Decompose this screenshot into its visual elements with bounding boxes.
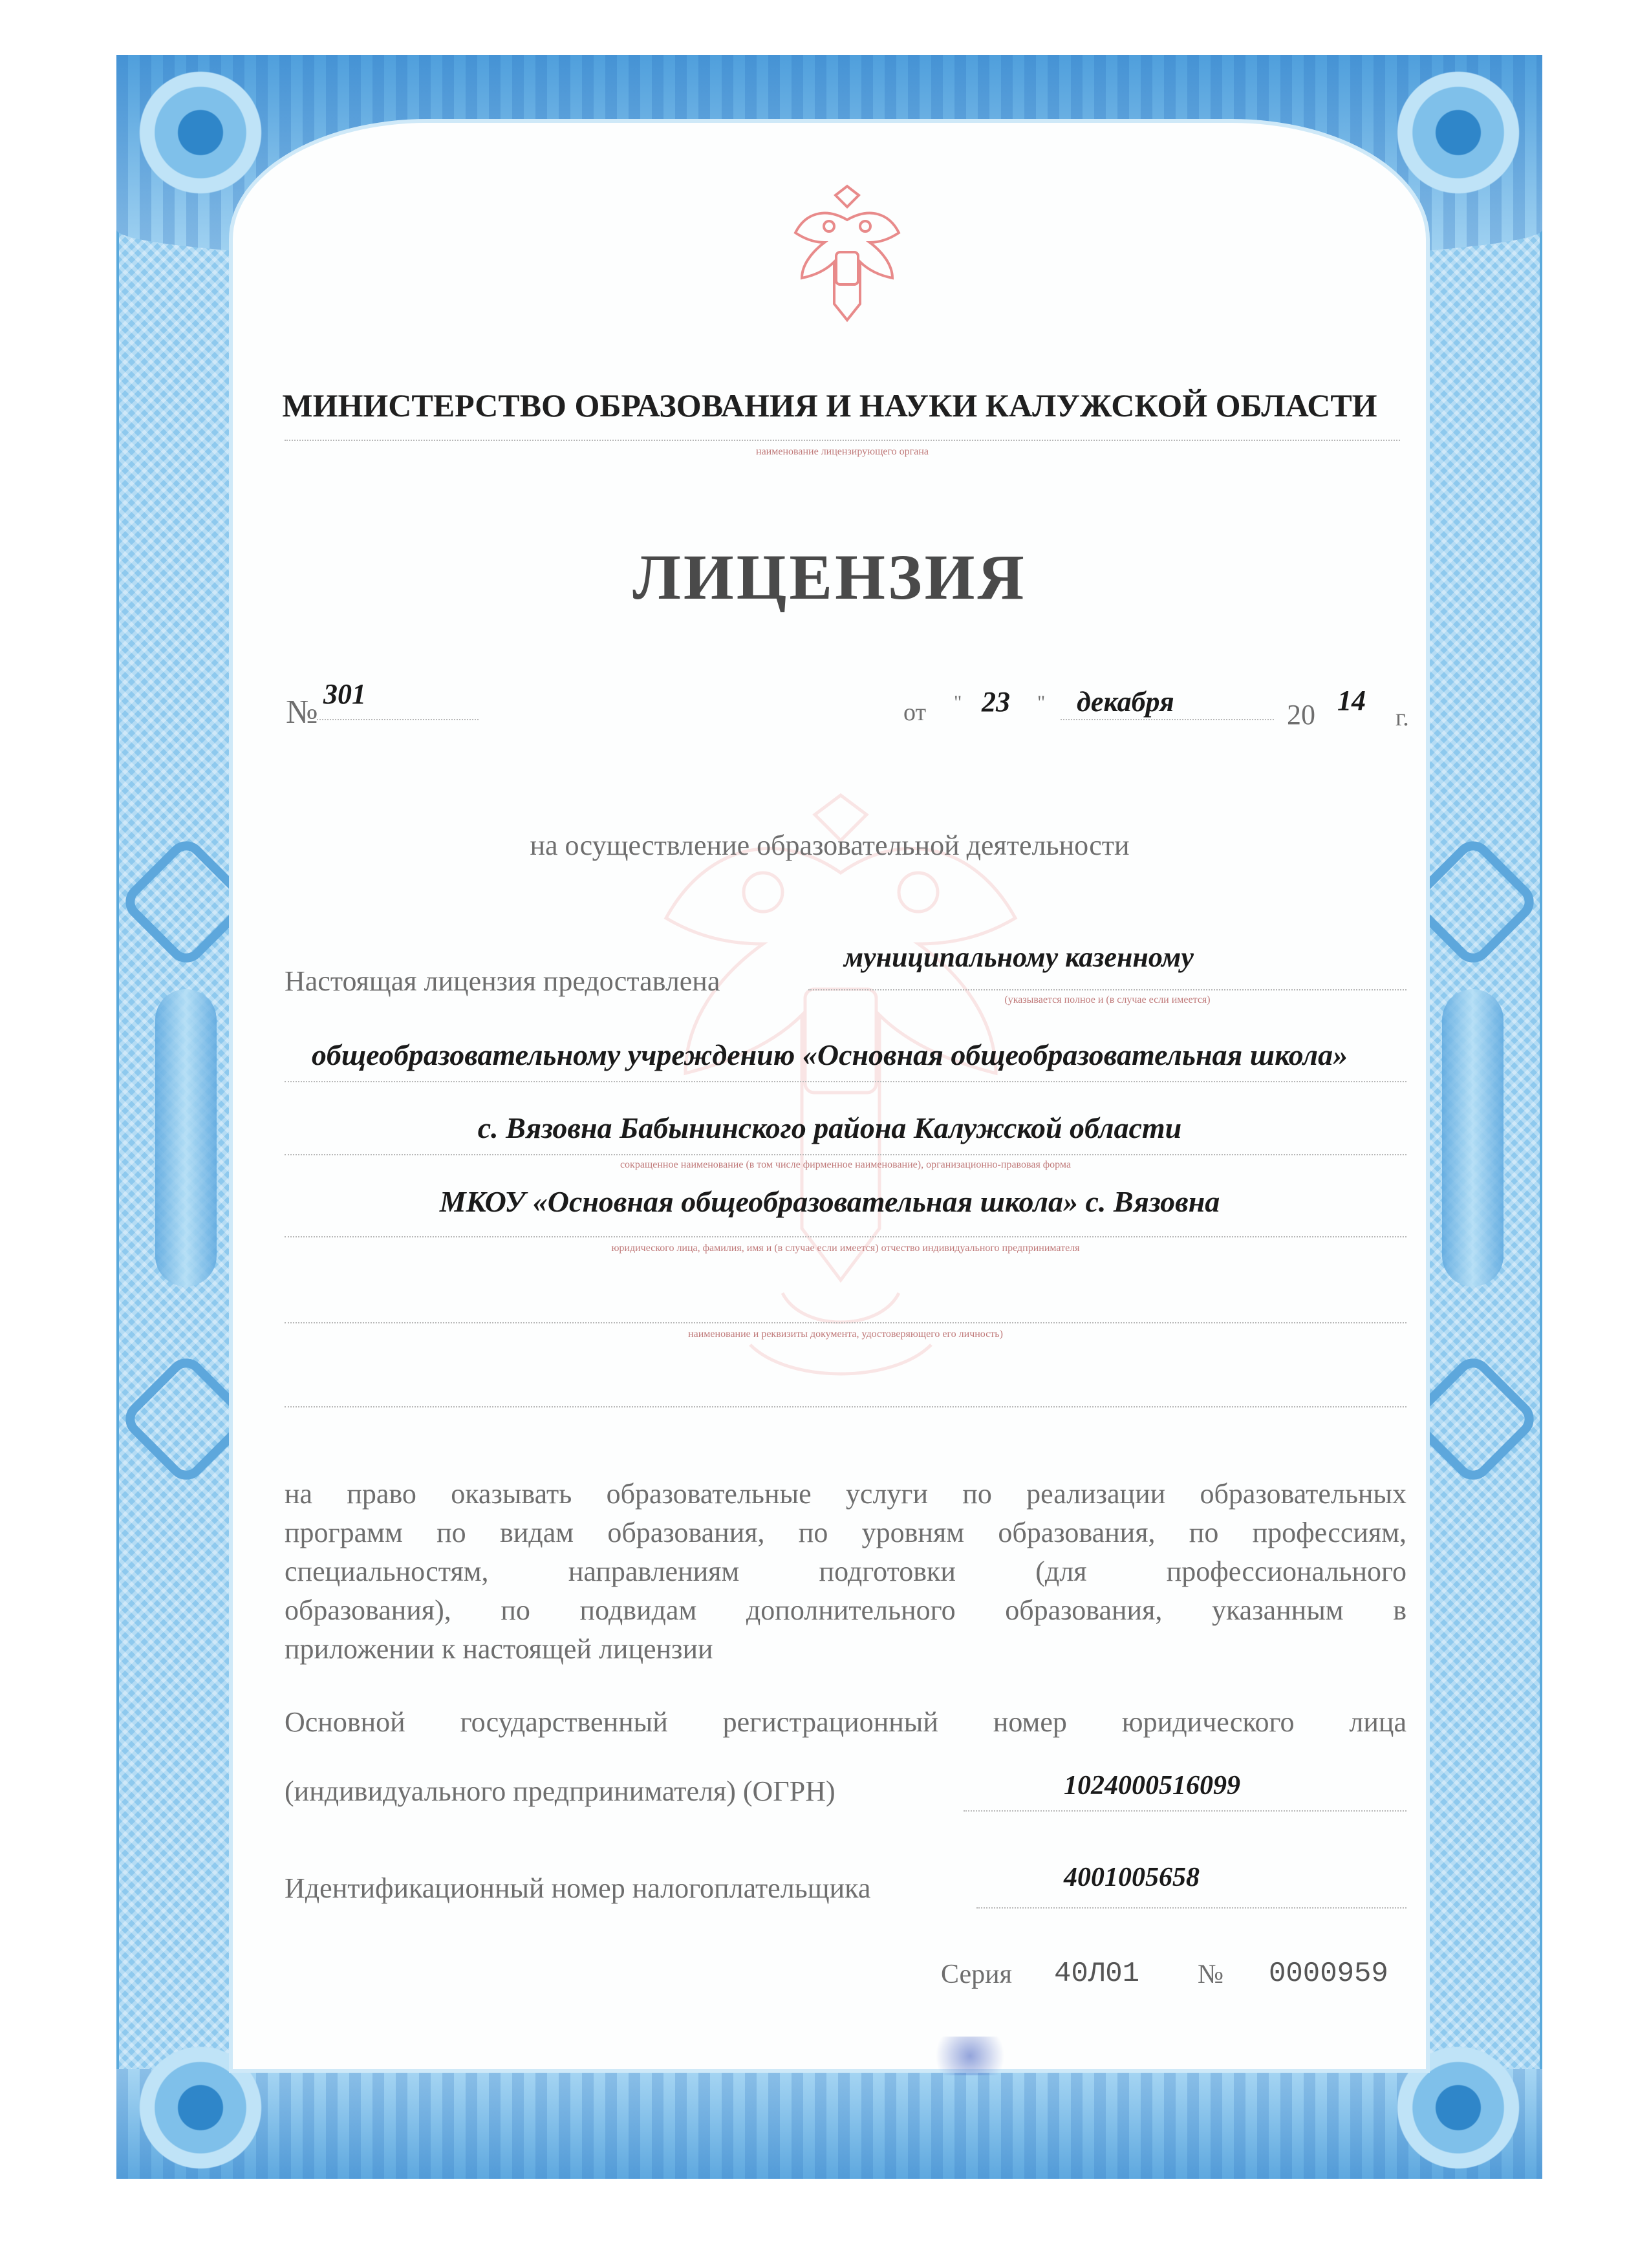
ogrn-label-line-1: Основной государственный регистрационный номер юридического лица: [285, 1706, 1406, 1738]
issuer-underline: [285, 440, 1400, 441]
grantee-caption-1: (указывается полное и (в случае если имеется): [1004, 994, 1211, 1005]
grantee-caption-4: наименование и реквизиты документа, удостоверяющего его личность): [688, 1329, 1003, 1340]
inn-underline: [976, 1907, 1406, 1909]
bottom-ornament-band: [116, 2069, 1542, 2179]
license-number-underline: [317, 719, 479, 720]
side-ornament-right: [1442, 989, 1503, 1287]
grantee-underline-5: [285, 1322, 1406, 1323]
inn-value: 4001005658: [1064, 1863, 1200, 1892]
ogrn-value: 1024000516099: [1064, 1771, 1240, 1801]
inn-label: Идентификационный номер налогоплательщика: [285, 1872, 871, 1904]
grantee-underline-6: [285, 1406, 1406, 1407]
date-quote-close: ": [1037, 692, 1046, 713]
series-label: Серия: [941, 1960, 1012, 1989]
series-value: 40Л01: [1054, 1958, 1140, 1990]
grantee-line-4: МКОУ «Основная общеобразовательная школа» с. Вязовна: [439, 1185, 1220, 1218]
grantee-line-2: общеобразовательному учреждению «Основная общеобразовательная школа»: [311, 1038, 1348, 1071]
date-month-underline: [1061, 719, 1274, 720]
rights-line-2: программ по видам образования, по уровням образования, по профессиям,: [285, 1517, 1406, 1548]
grantee-underline-1: [808, 989, 1406, 990]
grantee-caption-2: сокращенное наименование (в том числе фирменное наименование), организационно-правовая форма: [620, 1159, 1072, 1170]
date-year-prefix: 20: [1287, 699, 1315, 731]
date-month: декабря: [1077, 686, 1174, 718]
side-ornament-left: [155, 989, 217, 1287]
grantee-label: Настоящая лицензия предоставлена: [285, 965, 720, 997]
rights-line-4: образования), по подвидам дополнительного образования, указанным в: [285, 1594, 1406, 1626]
issuer-name: МИНИСТЕРСТВО ОБРАЗОВАНИЯ И НАУКИ КАЛУЖСКОЙ ОБЛАСТИ: [282, 387, 1377, 423]
document-title: ЛИЦЕНЗИЯ: [632, 541, 1027, 613]
license-number-sign: №: [286, 694, 318, 731]
date-year-suffix: 14: [1337, 685, 1366, 716]
grantee-underline-4: [285, 1236, 1406, 1237]
date-prefix: от: [903, 699, 927, 726]
grantee-line-3: с. Вязовна Бабынинского района Калужской области: [477, 1111, 1182, 1144]
rights-line-5: приложении к настоящей лицензии: [285, 1633, 713, 1665]
corner-ornament-top-left: [129, 61, 272, 204]
corner-ornament-top-right: [1387, 61, 1529, 204]
coat-of-arms-emblem: [766, 181, 928, 343]
stamp-mark: [925, 2037, 1015, 2075]
issuer-caption: наименование лицензирующего органа: [756, 446, 929, 457]
ogrn-label-line-2: (индивидуального предпринимателя) (ОГРН): [285, 1775, 835, 1807]
rights-line-3: специальностям, направлениям подготовки (для профессионального: [285, 1556, 1406, 1587]
grantee-caption-3: юридического лица, фамилия, имя и (в случае если имеется) отчество индивидуального предпринимателя: [611, 1243, 1080, 1254]
series-number-sign: №: [1198, 1960, 1224, 1989]
grantee-underline-3: [285, 1154, 1406, 1155]
date-year-label: г.: [1396, 704, 1409, 731]
activity-type: на осуществление образовательной деятельности: [530, 829, 1130, 861]
series-number: 0000959: [1269, 1958, 1388, 1990]
date-day: 23: [982, 686, 1010, 718]
rights-line-1: на право оказывать образовательные услуги по реализации образовательных: [285, 1478, 1406, 1510]
date-quote-open: ": [954, 692, 962, 713]
grantee-line-1: муниципальному казенному: [844, 941, 1194, 973]
grantee-underline-2: [285, 1081, 1406, 1082]
license-number: 301: [323, 678, 366, 710]
ogrn-underline: [964, 1810, 1406, 1812]
